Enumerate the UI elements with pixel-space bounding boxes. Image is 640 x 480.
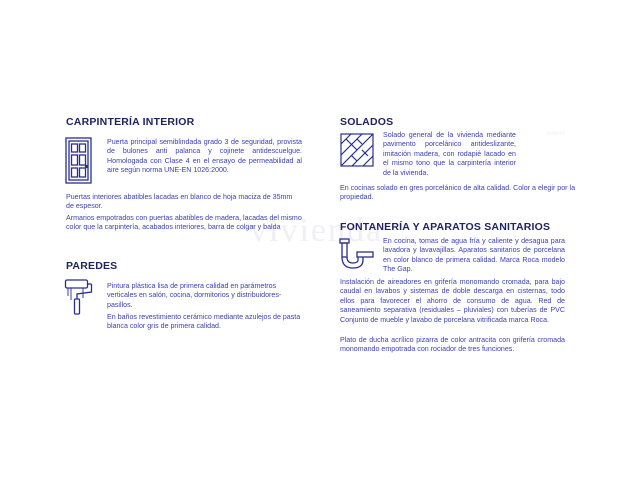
pipe-trap-icon — [339, 238, 375, 272]
carpinteria-paragraph-3: Armarios empotrados con puertas abatibles de madera, lacadas del mismo color que la carpintería, acabados interiores, barra de colgar y balda — [66, 214, 302, 232]
carpinteria-paragraph-1: Puerta principal semiblindada grado 3 de seguridad, provista de bulones anti palanca y cojinete antidescuelgue. Homologada con Clase 4 en el ensayo de permeabilidad al aire según norma UNE-EN 1026:2000. — [107, 138, 302, 175]
door-icon — [65, 137, 92, 184]
fontaneria-paragraph-1: En cocina, tomas de agua fría y caliente y desagua para lavadora y lavavajillas. Aparatos sanitarios de porcelana en color blanco de primera calidad. Marca Roca modelo The Gap. — [383, 237, 565, 274]
paredes-paragraph-2: En baños revestimiento cerámico mediante azulejos de pasta blanca color gris de primera calidad. — [107, 313, 301, 331]
paint-roller-icon — [64, 278, 94, 316]
solados-paragraph-1: Solado general de la vivienda mediante pavimento porcelánico antideslizante, imitación madera, con rodapié lacado en el mismo tono que la carpintería interior de la vivienda. — [383, 131, 516, 177]
fontaneria-title: FONTANERÍA Y APARATOS SANITARIOS — [340, 221, 551, 233]
floor-tiles-icon — [340, 133, 374, 167]
paredes-title: PAREDES — [66, 260, 118, 272]
ghost-text: viviend — [546, 131, 565, 137]
carpinteria-paragraph-2: Puertas interiores abatibles lacadas en blanco de hoja maciza de 35mm de espesor. — [66, 193, 293, 211]
fontaneria-paragraph-2: Instalación de aireadores en grifería monomando cromada, para bajo caudal en lavabos y sistemas de doble descarga en cisternas, todo ellos para favorecer el ahorro de consumo de agua. Red de saneamiento separativa (residuales – pluviales) con tuberías de PVC Conjunto de mueble y lavabo de porcelana vitrificada marca Roca. — [340, 278, 565, 324]
paredes-paragraph-1: Pintura plástica lisa de primera calidad en parámetros verticales en salón, cocina, dormitorios y distribuidores-pasillos. — [107, 282, 282, 309]
watermark-text: vivienda — [250, 212, 384, 249]
solados-paragraph-2: En cocinas solado en gres porcelánico de alta calidad. Color a elegir por la propiedad. — [340, 184, 576, 202]
fontaneria-paragraph-3: Plato de ducha acrílico pizarra de color antracita con grifería cromada monomando empotrada con rociador de tres funciones. — [340, 336, 565, 354]
carpinteria-title: CARPINTERÍA INTERIOR — [66, 116, 195, 128]
solados-title: SOLADOS — [340, 116, 394, 128]
